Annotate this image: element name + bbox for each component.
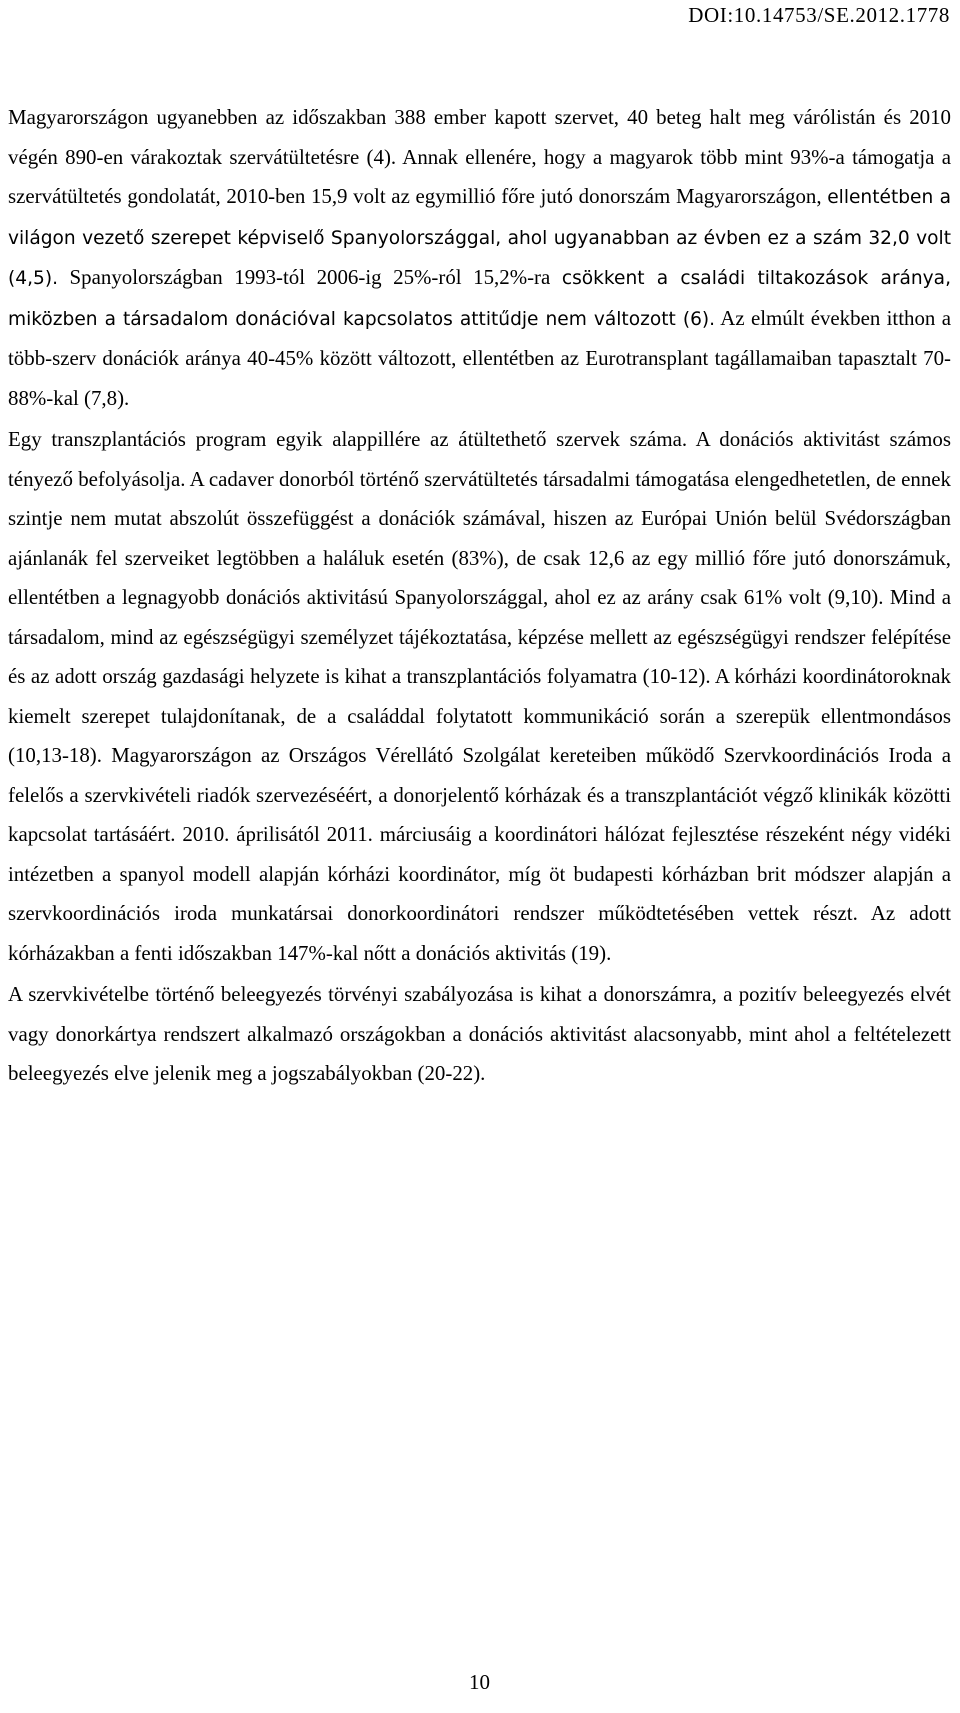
document-body [8, 98, 951, 1094]
paragraph-1-segment-a: Magyarországon ugyanebben az időszakban 388 ember kapott szervet, 40 beteg halt meg várólistán és 2010 végén 890-en várakoztak szervátültetésre (4). Annak ellenére, hogy a magyarok több mint 93%-a támogatja a szervátültetés gondolatát, 2010-ben 15,9 volt az egymillió főre jutó donorszám Magyarországon, [8, 105, 951, 208]
paragraph-1-segment-b: ellentétben a világon vezető szerepet képviselő Spanyolországgal, ahol ugyanabban az évben ez a szám 32,0 volt (4,5). [8, 187, 951, 289]
paragraph-3: A szervkivételbe történő beleegyezés törvényi szabályozása is kihat a donorszámra, a pozitív beleegyezés elvét vagy donorkártya rendszert alkalmazó országokban a donációs aktivitást alacsonyabb, mint ahol a feltételezett beleegyezés elve jelenik meg a jogszabályokban (20-22). [8, 982, 951, 1085]
paragraph-1-segment-c: Spanyolországban 1993-tól 2006-ig 25%-ról 15,2%-ra [58, 265, 562, 289]
paragraph-1-segment-e: Az elmúlt években itthon a több-szerv donációk aránya 40-45% között változott, ellentétben az Eurotransplant tagállamaiban tapasztalt 70-88%-kal (7,8). [8, 305, 951, 410]
paragraph-1-segment-d: csökkent a családi tiltakozások aránya, miközben a társadalom donációval kapcsolatos attitűdje nem változott (6). [8, 268, 951, 330]
page-number: 10 [469, 1670, 490, 1694]
doi-header: DOI:10.14753/SE.2012.1778 [688, 3, 950, 27]
paragraph-1 [8, 98, 951, 418]
paragraph-2: Egy transzplantációs program egyik alappillére az átültethető szervek száma. A donációs aktivitást számos tényező befolyásolja. A cadaver donorból történő szervátültetés társadalmi támogatása elengedhetetlen, de ennek szintje nem mutat abszolút összefüggést a donációk számával, hiszen az Európai Unión belül Svédországban ajánlanák fel szerveiket legtöbben a haláluk esetén (83%), de csak 12,6 az egy millió főre jutó donorszámuk, ellentétben a legnagyobb donációs aktivitású Spanyolországgal, ahol ez az arány csak 61% volt (9,10). Mind a társadalom, mind az egészségügyi személyzet tájékoztatása, képzése mellett az egészségügyi rendszer felépítése és az adott ország gazdasági helyzete is kihat a transzplantációs folyamatra (10-12). A kórházi koordinátoroknak kiemelt szerepet tulajdonítanak, de a családdal folytatott kommunikáció során a szerepük ellentmondásos (10,13-18). Magyarországon az Országos Vérellátó Szolgálat kereteiben működő Szervkoordinációs Iroda a felelős a szervkivételi riadók szervezéséért, a donorjelentő kórházak és a transzplantációt végző klinikák közötti kapcsolat tartásáért. 2010. áprilisától 2011. márciusáig a koordinátori hálózat fejlesztése részeként négy vidéki intézetben a spanyol modell alapján kórházi koordinátor, míg öt budapesti kórházban brit módszer alapján a szervkoordinációs iroda munkatársai donorkoordinátori rendszer működtetésében vettek részt. Az adott kórházakban a fenti időszakban 147%-kal nőtt a donációs aktivitás (19). [8, 427, 951, 965]
